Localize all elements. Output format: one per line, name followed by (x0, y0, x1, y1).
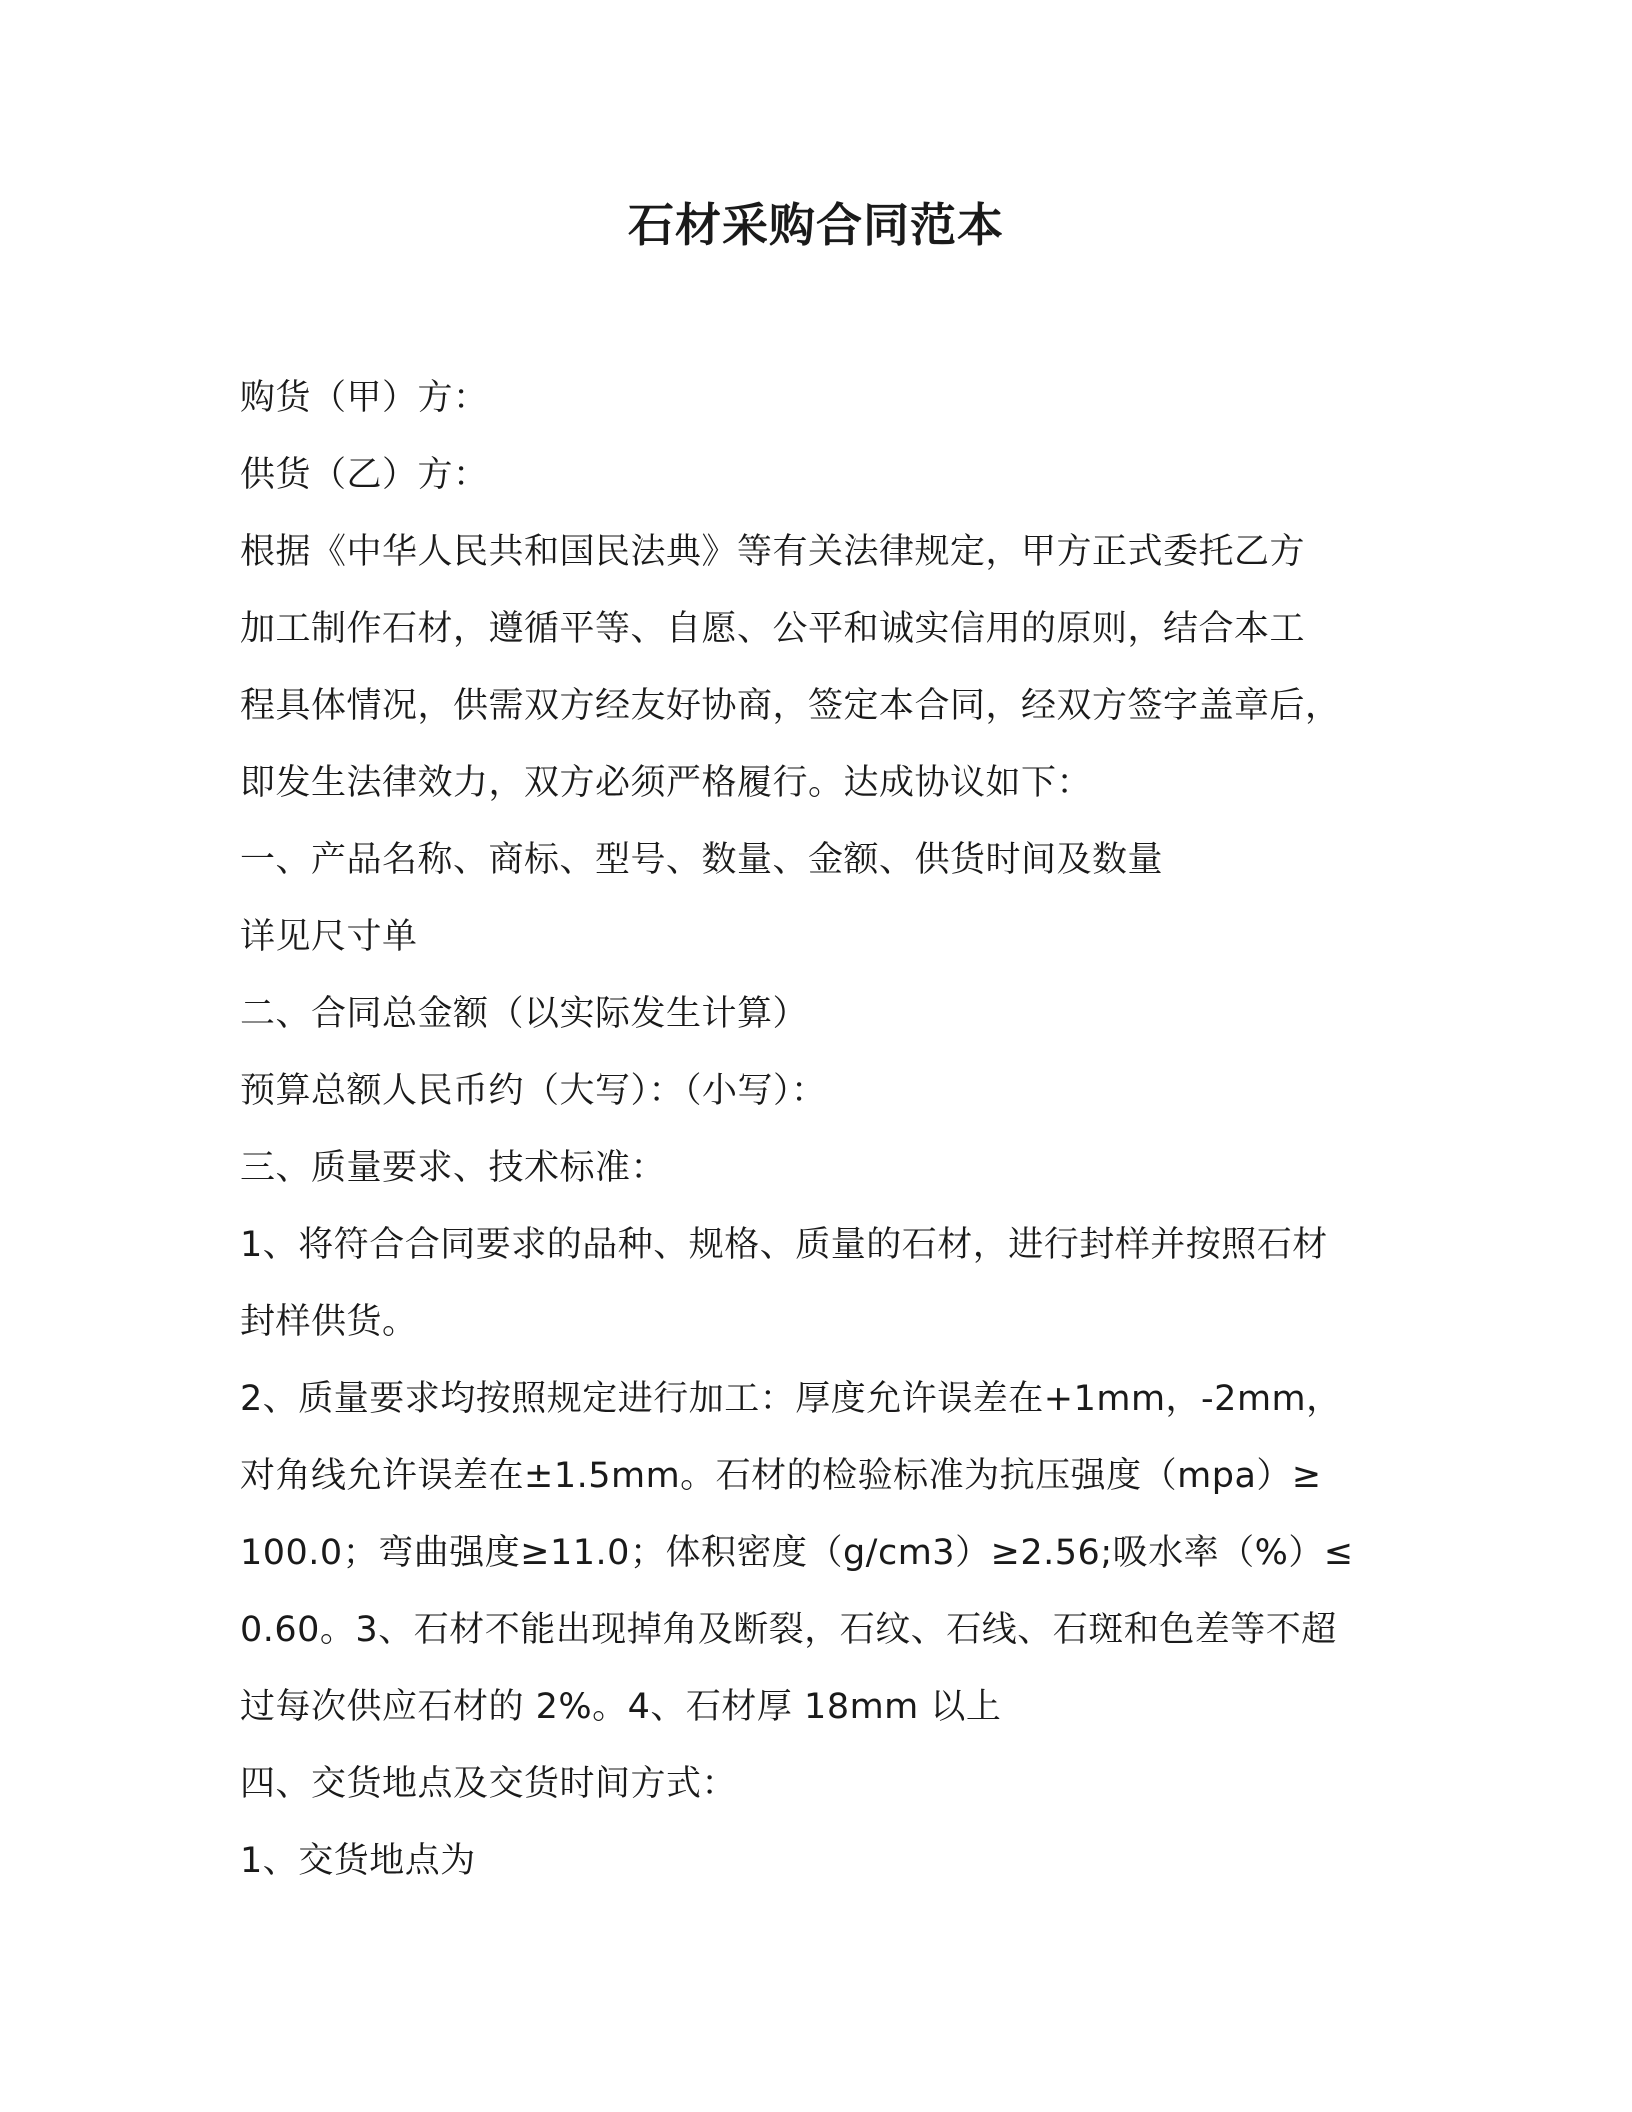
paragraph-line: 详见尺寸单 (240, 917, 418, 957)
section-heading: 一、产品名称、商标、型号、数量、金额、供货时间及数量 (240, 840, 1164, 880)
section-heading: 四、交货地点及交货时间方式： (240, 1764, 738, 1804)
paragraph-line: 预算总额人民币约（大写）：（小写）： (240, 1071, 827, 1111)
preamble-line: 加工制作石材，遵循平等、自愿、公平和诚实信用的原则，结合本工 (240, 609, 1306, 649)
paragraph-line: 1、将符合合同要求的品种、规格、质量的石材，进行封样并按照石材 (240, 1225, 1328, 1265)
section-heading: 二、合同总金额（以实际发生计算） (240, 994, 809, 1034)
paragraph-line: 封样供货。 (240, 1302, 418, 1342)
paragraph-line: 0.60。3、石材不能出现掉角及断裂，石纹、石线、石斑和色差等不超 (240, 1610, 1337, 1650)
paragraph-line: 1、交货地点为 (240, 1841, 476, 1881)
document-title: 石材采购合同范本 (628, 198, 1004, 252)
preamble-line: 程具体情况，供需双方经友好协商，签定本合同，经双方签字盖章后， (240, 686, 1341, 726)
section-heading: 三、质量要求、技术标准： (240, 1148, 667, 1188)
paragraph-line: 100.0；弯曲强度≥11.0；体积密度（g/cm3）≥2.56;吸水率（%）≤ (240, 1533, 1354, 1573)
preamble-line: 根据《中华人民共和国民法典》等有关法律规定，甲方正式委托乙方 (240, 532, 1306, 572)
paragraph-line: 对角线允许误差在±1.5mm。石材的检验标准为抗压强度（mpa）≥ (240, 1456, 1322, 1496)
paragraph-line: 过每次供应石材的 2%。4、石材厚 18mm 以上 (240, 1687, 1002, 1727)
preamble-line: 即发生法律效力，双方必须严格履行。达成协议如下： (240, 763, 1093, 803)
document-body (240, 360, 1410, 1900)
supplier-line: 供货（乙）方： (240, 455, 489, 495)
paragraph-line: 2、质量要求均按照规定进行加工：厚度允许误差在+1mm，-2mm， (240, 1379, 1342, 1419)
buyer-line: 购货（甲）方： (240, 378, 489, 418)
